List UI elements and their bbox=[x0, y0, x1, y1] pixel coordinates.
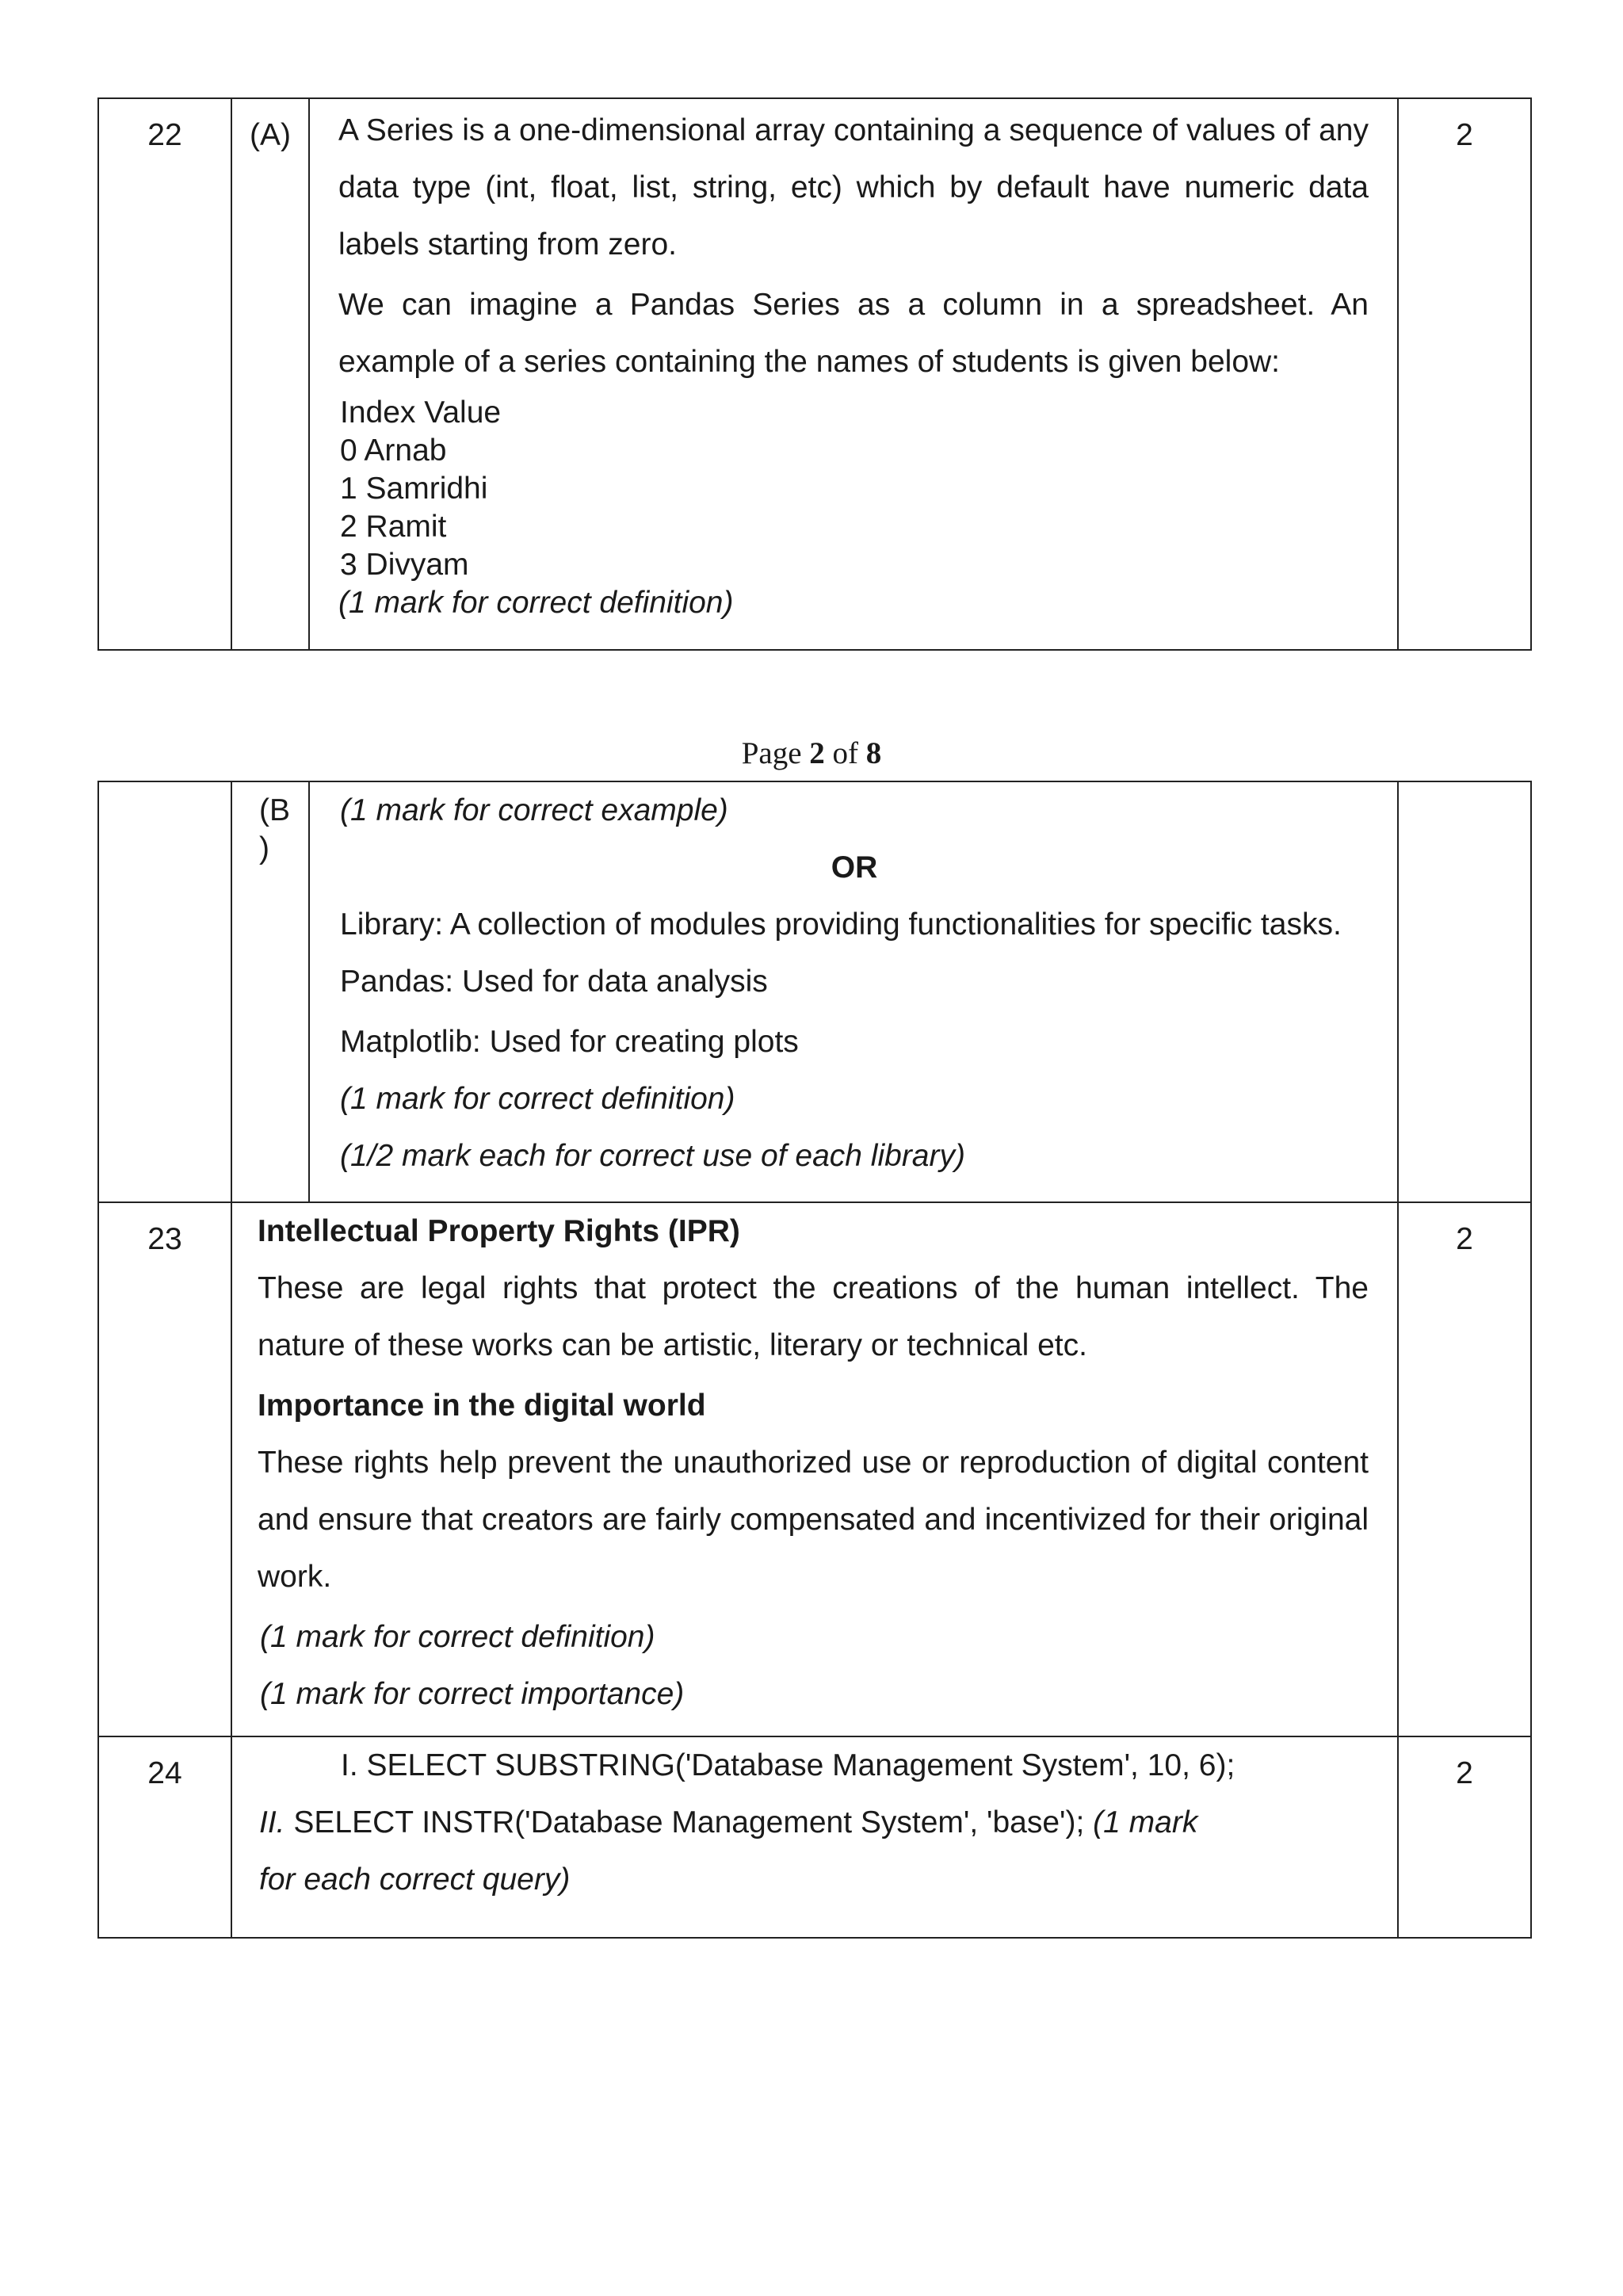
question-number: 24 bbox=[147, 1756, 182, 1790]
answer-cell bbox=[309, 781, 1398, 1202]
series-explanation: We can imagine a Pandas Series as a column in a spreadsheet. An example of a series containing the names of students is given below: bbox=[338, 288, 1369, 379]
part-label-cell bbox=[231, 781, 309, 1202]
marking-note: (1 mark for correct importance) bbox=[260, 1677, 685, 1711]
answer-table-top bbox=[97, 97, 1532, 651]
marks-value: 2 bbox=[1456, 118, 1473, 152]
marking-note: (1 mark bbox=[1093, 1805, 1198, 1839]
answer-table-bottom bbox=[97, 781, 1532, 1939]
ipr-heading: Intellectual Property Rights (IPR) bbox=[258, 1214, 740, 1248]
table-row bbox=[98, 781, 1531, 1202]
series-definition: A Series is a one-dimensional array containing a sequence of values of any data type (int, float, list, string, etc) which by default have numeric data labels starting from zero. bbox=[338, 113, 1369, 262]
marks-cell bbox=[1398, 781, 1531, 1202]
marking-note: for each correct query) bbox=[259, 1862, 571, 1897]
sql-query-2 bbox=[259, 1794, 1369, 1851]
list-item: 3 Divyam bbox=[340, 548, 469, 582]
page-footer-prefix: Page bbox=[741, 736, 802, 770]
table-row bbox=[98, 98, 1531, 650]
part-label-cell bbox=[231, 98, 309, 650]
marking-note: (1 mark for correct definition) bbox=[338, 586, 734, 620]
marks-value: 2 bbox=[1456, 1756, 1473, 1790]
answer-cell bbox=[309, 98, 1398, 650]
table-row bbox=[98, 1736, 1531, 1938]
answer-cell bbox=[231, 1202, 1398, 1736]
question-number-cell bbox=[98, 98, 231, 650]
page-footer-of: of bbox=[832, 736, 859, 770]
query-text: SELECT INSTR('Database Management System', 'base'); bbox=[285, 1805, 1094, 1839]
marks-value: 2 bbox=[1456, 1222, 1473, 1256]
table-row bbox=[98, 1202, 1531, 1736]
marking-note: (1 mark for correct definition) bbox=[260, 1620, 655, 1654]
part-label: (B ) bbox=[259, 793, 290, 865]
library-definition: Library: A collection of modules providing functionalities for specific tasks. Pandas: Used for data analysis bbox=[340, 907, 1342, 999]
query-number: II. bbox=[259, 1805, 285, 1839]
page-footer-current: 2 bbox=[809, 736, 825, 770]
ipr-definition: These are legal rights that protect the creations of the human intellect. The nature of these works can be artistic, literary or technical etc. bbox=[258, 1271, 1369, 1362]
page-footer-total: 8 bbox=[865, 736, 882, 770]
marks-cell bbox=[1398, 1202, 1531, 1736]
sql-query-1: I. SELECT SUBSTRING('Database Management System', 10, 6); bbox=[341, 1748, 1235, 1782]
list-item: Index Value bbox=[340, 395, 502, 430]
series-example-list bbox=[338, 394, 1369, 584]
marks-cell bbox=[1398, 1736, 1531, 1938]
matplotlib-definition: Matplotlib: Used for creating plots bbox=[340, 1025, 799, 1059]
question-number: 23 bbox=[147, 1222, 182, 1256]
list-item: 2 Ramit bbox=[340, 510, 447, 544]
question-number-cell bbox=[98, 781, 231, 1202]
marking-note: (1 mark for correct example) bbox=[340, 793, 728, 827]
list-item: 1 Samridhi bbox=[340, 472, 488, 506]
list-item: 0 Arnab bbox=[340, 434, 447, 468]
question-number: 22 bbox=[147, 118, 182, 152]
or-separator: OR bbox=[831, 850, 878, 884]
page-footer bbox=[0, 735, 1623, 772]
marking-note: (1 mark for correct definition) bbox=[340, 1082, 735, 1116]
part-label: (A) bbox=[250, 118, 291, 152]
marks-cell bbox=[1398, 98, 1531, 650]
importance-text: These rights help prevent the unauthorized use or reproduction of digital content and ensure that creators are fairly compensated and incentivized for their original work. bbox=[258, 1446, 1369, 1594]
question-number-cell bbox=[98, 1202, 231, 1736]
marking-note: (1/2 mark each for correct use of each library) bbox=[340, 1139, 965, 1173]
question-number-cell bbox=[98, 1736, 231, 1938]
answer-cell bbox=[231, 1736, 1398, 1938]
importance-heading: Importance in the digital world bbox=[258, 1389, 706, 1423]
